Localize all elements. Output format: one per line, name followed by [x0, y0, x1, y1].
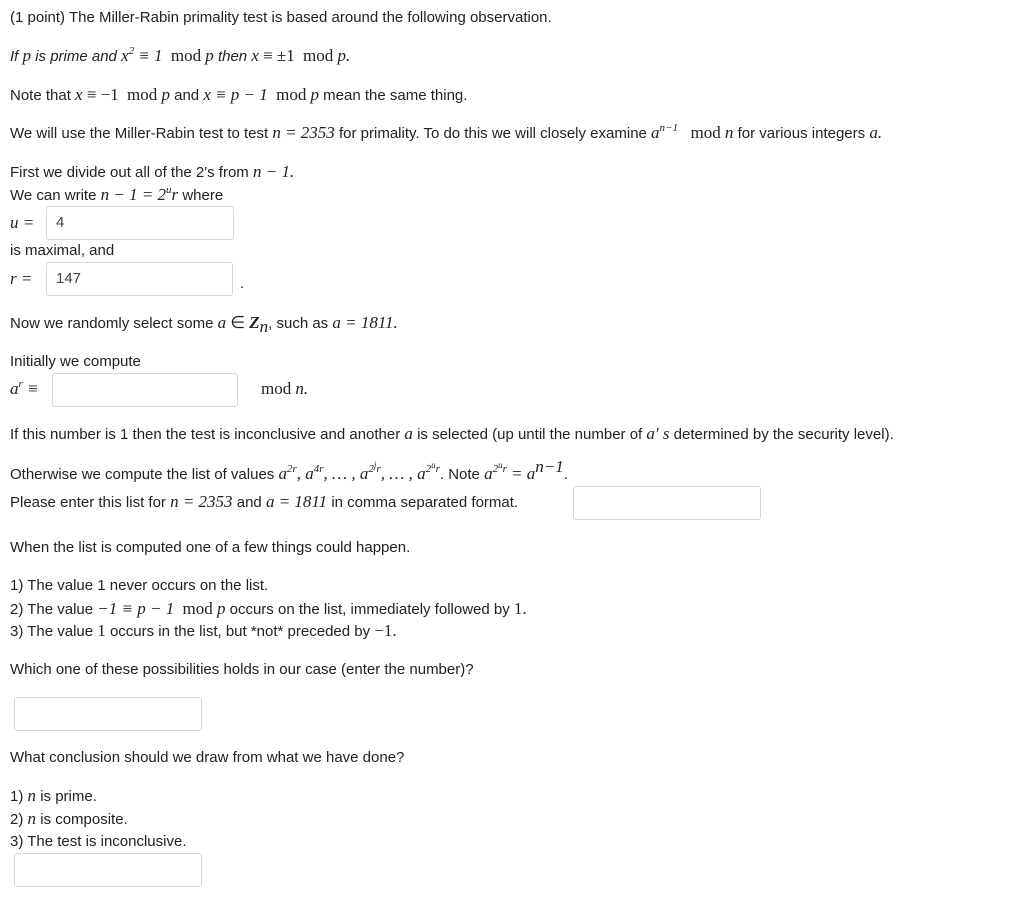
inc-a: a	[404, 424, 413, 443]
ar-input[interactable]	[52, 373, 238, 407]
conclusion-text: What conclusion should we draw from what we have done?	[10, 749, 405, 766]
intro-line	[10, 8, 552, 28]
note-pminus1: ≡ p − 1	[215, 85, 268, 104]
note-mean: mean the same thing.	[323, 87, 468, 104]
note-that: Note that	[10, 87, 71, 104]
obs-eqpm: ≡ ±1	[263, 46, 295, 65]
inc-t2: is selected (up until the number of	[417, 426, 643, 443]
intro-text: The Miller-Rabin primality test is based around the following observation.	[68, 9, 552, 26]
oth-t1: Otherwise we compute the list of values	[10, 466, 275, 483]
opt2-expr: −1 ≡ p − 1	[97, 599, 175, 618]
obs-p2: p	[205, 46, 214, 65]
obs-p: p	[22, 46, 32, 65]
select-t2: , such as	[268, 315, 329, 332]
opt2-t1: 2) The value	[10, 601, 94, 618]
inc-as: a′ s	[646, 424, 670, 443]
observation-line	[10, 46, 350, 67]
ar-n: n.	[295, 379, 309, 398]
opt2-mod: mod	[182, 599, 213, 618]
use-a: a	[651, 123, 660, 142]
please-and: and	[236, 494, 262, 511]
ar-eq: ≡	[27, 379, 39, 398]
write-line	[10, 185, 223, 206]
when-text: When the list is computed one of a few things could happen.	[10, 539, 411, 556]
note-neg1: ≡ −1	[86, 85, 119, 104]
use-n-eq: n = 2353	[272, 123, 335, 142]
ar-label	[10, 379, 39, 399]
use-sup: n−1	[659, 122, 678, 134]
initially-text: Initially we compute	[10, 353, 141, 370]
opt3-t2: occurs in the list, but *not* preceded by	[109, 623, 371, 640]
please-line	[10, 492, 518, 513]
use-mod: mod	[690, 123, 721, 142]
write-r: r	[171, 185, 179, 204]
select-line	[10, 313, 398, 334]
divide-t1: First we divide out all of the 2's from	[10, 164, 249, 181]
write-t1: We can write	[10, 187, 97, 204]
opt3-t1: 3) The value	[10, 623, 94, 640]
conclusion-input[interactable]	[14, 853, 202, 887]
oth-a1: a	[278, 464, 287, 483]
write-u: u	[166, 184, 172, 196]
opt3-neg: −1.	[374, 621, 397, 640]
note-mod1: mod	[127, 85, 158, 104]
r-label: r =	[10, 269, 33, 288]
select-Z: Z	[249, 313, 260, 332]
use-a-end: a.	[869, 123, 883, 142]
note-p2: p	[310, 85, 319, 104]
select-zsub: n	[259, 317, 269, 336]
option1-3	[10, 621, 397, 642]
note-x2: x	[203, 85, 211, 104]
select-t1: Now we randomly select some	[10, 315, 214, 332]
opt2-one: 1.	[513, 599, 527, 618]
obs-x: x	[121, 46, 129, 65]
which-input[interactable]	[14, 697, 202, 731]
ar-r: r	[18, 378, 23, 390]
oth-sup-n: n−1	[535, 457, 564, 476]
u-input[interactable]: 4	[46, 206, 234, 240]
oth-a2ur: $a^{2^ur}$	[484, 460, 507, 483]
c2-num: 2)	[10, 811, 24, 828]
list-input[interactable]	[573, 486, 761, 520]
conclusion-option-2	[10, 809, 128, 830]
c3-num: 3)	[10, 833, 24, 850]
select-in: ∈	[230, 313, 246, 332]
inconclusive-line	[10, 424, 894, 445]
c1-num: 1)	[10, 788, 24, 805]
ar-mod-line	[261, 379, 308, 400]
note-mod2: mod	[276, 85, 307, 104]
note-p1: p	[161, 85, 170, 104]
c1-n: n	[27, 786, 37, 805]
please-t2: in comma separated format.	[331, 494, 519, 511]
points-label: (1 point)	[10, 9, 66, 26]
write-expr	[101, 185, 179, 204]
option1-1: 1) The value 1 never occurs on the list.	[10, 577, 269, 594]
use-n: n	[724, 123, 734, 142]
oth-seq: $a^{2r}$, $a^{4r}$, … , $a^{2^jr}$, … , $a^{2^ur}$	[278, 460, 440, 483]
c1-text: is prime.	[40, 788, 97, 805]
obs-x2	[121, 46, 134, 65]
use-t3: for various integers	[737, 125, 866, 142]
obs-p-end: p.	[337, 46, 351, 65]
obs-is-prime: is prime and	[35, 48, 117, 65]
oth-note: . Note	[439, 466, 480, 483]
obs-mod2: mod	[303, 46, 334, 65]
divide-expr: n − 1.	[252, 162, 295, 181]
ar-a: a	[10, 379, 19, 398]
use-a-pow	[651, 123, 678, 142]
obs-then: then	[217, 48, 248, 65]
obs-x-2: x	[251, 46, 259, 65]
c2-n: n	[27, 809, 37, 828]
maximal-text: is maximal, and	[10, 242, 115, 259]
oth-eq: = a	[511, 464, 536, 483]
r-dot: .	[240, 275, 245, 292]
obs-eq1: ≡ 1	[138, 46, 163, 65]
please-a: a = 1811	[265, 492, 328, 511]
inc-t3: determined by the security level).	[673, 426, 894, 443]
conclusion-option-1	[10, 786, 97, 807]
write-where: where	[182, 187, 224, 204]
note-x: x	[75, 85, 83, 104]
select-a: a	[217, 313, 227, 332]
opt3-one: 1	[97, 621, 106, 640]
otherwise-line	[10, 457, 568, 485]
divide-line	[10, 162, 294, 183]
c3-text: The test is inconclusive.	[27, 833, 187, 850]
write-expr2: n − 1 = 2	[100, 185, 167, 204]
select-aeq: a = 1811.	[332, 313, 398, 332]
note-and: and	[174, 87, 200, 104]
r-input[interactable]: 147	[46, 262, 233, 296]
please-t1: Please enter this list for	[10, 494, 166, 511]
obs-if: If	[10, 48, 19, 65]
note-line	[10, 85, 467, 106]
use-t1: We will use the Miller-Rabin test to test	[10, 125, 269, 142]
inc-t1: If this number is 1 then the test is inconclusive and another	[10, 426, 401, 443]
obs-sq: 2	[128, 45, 135, 57]
option1-2	[10, 599, 527, 620]
c2-text: is composite.	[40, 811, 128, 828]
obs-mod1: mod	[170, 46, 202, 65]
use-line	[10, 123, 882, 144]
conclusion-option-3	[10, 832, 187, 852]
ar-mod: mod	[261, 379, 292, 398]
oth-end: .	[563, 466, 568, 483]
u-label: u =	[10, 213, 35, 232]
opt2-t2: occurs on the list, immediately followed by	[229, 601, 510, 618]
please-n: n = 2353	[170, 492, 233, 511]
use-t2: for primality. To do this we will closely examine	[338, 125, 647, 142]
which-text: Which one of these possibilities holds in our case (enter the number)?	[10, 661, 474, 678]
opt2-p: p	[216, 599, 226, 618]
